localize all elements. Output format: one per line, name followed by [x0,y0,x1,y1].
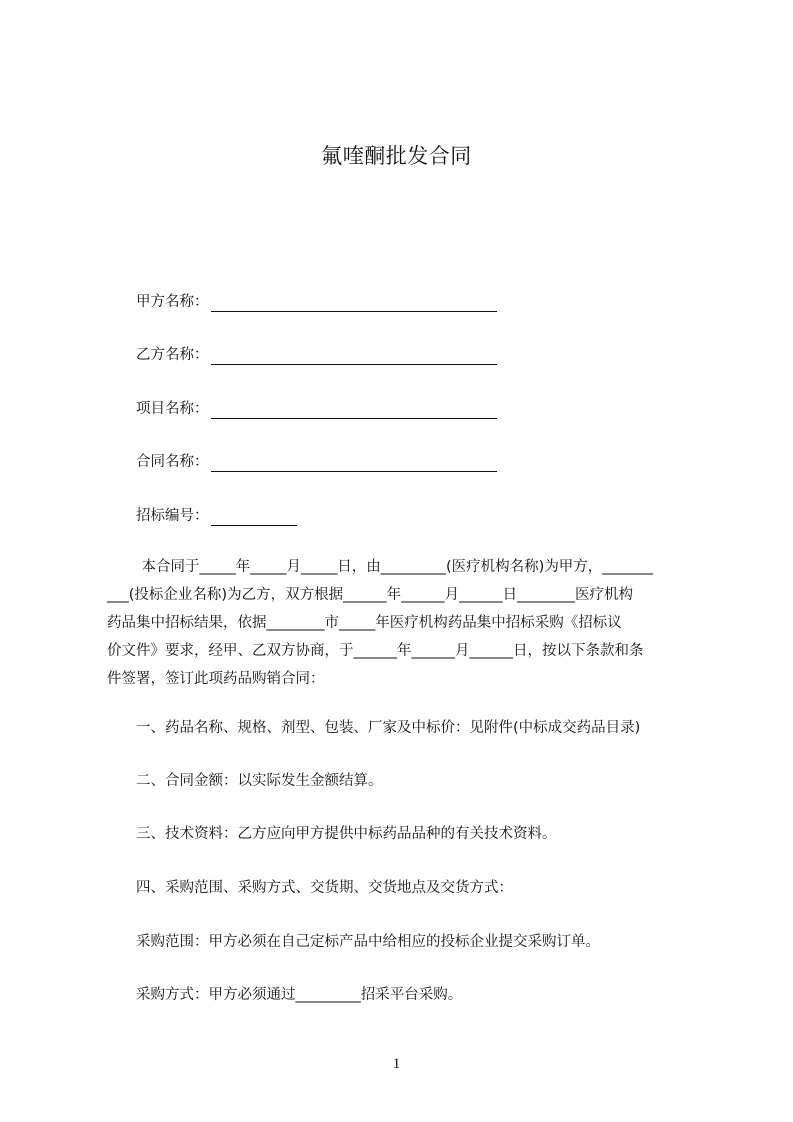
contract-name-label: 合同名称： [136,454,209,470]
party-b-name-label: 乙方名称： [136,347,209,363]
party-a-name-blank [211,295,497,312]
procurement-scope: 采购范围：甲方必须在自己定标产品中给相应的投标企业提交采购订单。 [136,934,600,950]
intro-line-3: 药品集中招标结果，依据________市_____年医疗机构药品集中招标采购《招标议 [107,615,622,631]
contract-name-field [136,452,497,472]
party-a-name-field [136,292,497,312]
party-a-name-label: 甲方名称： [136,294,209,310]
tender-number-label: 招标编号： [136,508,209,524]
clause-1-drug-info: 一、药品名称、规格、剂型、包装、厂家及中标价：见附件(中标成交药品目录) [136,720,641,736]
tender-number-field [136,506,297,526]
document-title: 氟喹酮批发合同 [321,144,472,168]
party-b-name-blank [211,348,497,365]
contract-name-blank [211,455,497,472]
clause-2-contract-amount: 二、合同金额：以实际发生金额结算。 [136,773,383,789]
page-number: 1 [392,1056,401,1072]
project-name-blank [211,402,497,419]
intro-line-1: 本合同于_____年_____月_____日，由_________(医疗机构名称)为甲方，_______ [127,559,654,575]
intro-line-4: 价文件》要求，经甲、乙双方协商，于______年______月______日，按以下条款和条 [107,643,644,659]
clause-3-technical-data: 三、技术资料：乙方应向甲方提供中标药品品种的有关技术资料。 [136,826,557,842]
project-name-field [136,399,497,419]
tender-number-blank [211,509,297,526]
party-b-name-field [136,345,497,365]
procurement-method: 采购方式：甲方必须通过_________招采平台采购。 [136,987,463,1003]
project-name-label: 项目名称： [136,401,209,417]
clause-4-procurement-delivery: 四、采购范围、采购方式、交货期、交货地点及交货方式： [136,880,513,896]
intro-line-2: ___(投标企业名称)为乙方，双方根据______年______月______日________医疗机构 [107,587,634,603]
contract-intro-paragraph [107,553,701,693]
intro-line-5: 件签署，签订此项药品购销合同： [107,671,325,687]
